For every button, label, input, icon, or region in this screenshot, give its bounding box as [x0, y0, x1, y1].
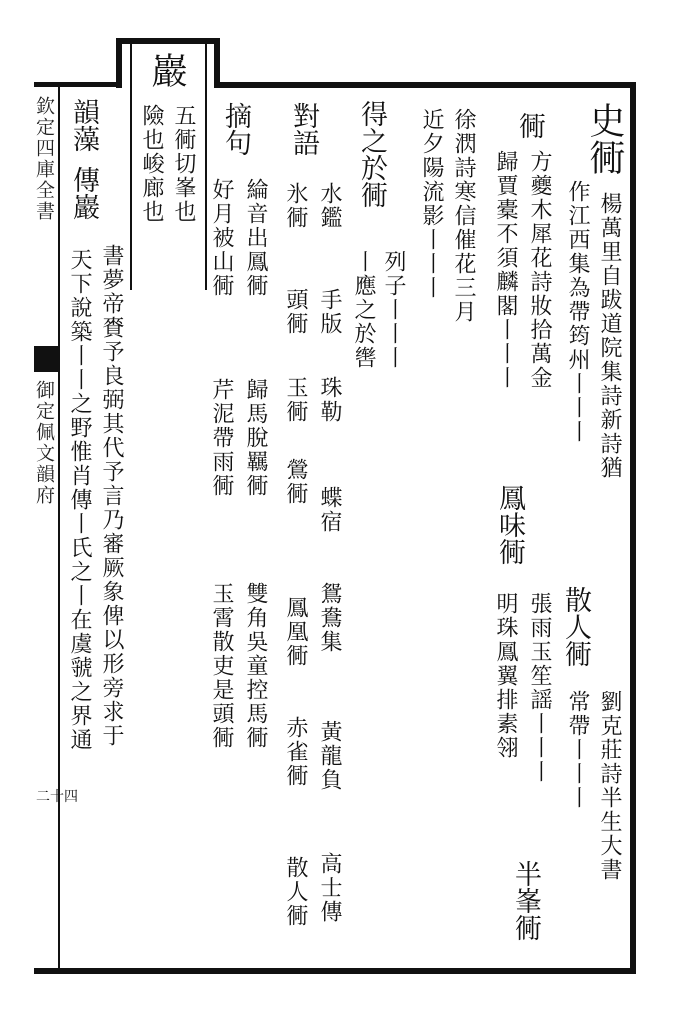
pair-text: 水鑑: [317, 182, 342, 230]
entry-text: 書夢帝賚予良弼其代予言乃審厥象俾以形旁求于: [99, 244, 124, 748]
quote-text: 雙角吳童控馬衕: [243, 582, 268, 750]
rhyme-gloss: 五衕切峯也: [171, 104, 196, 224]
quote-text-sub: 芹泥帶雨衕: [209, 378, 234, 498]
entry-text: 張雨玉笙謡丨丨丨: [527, 592, 552, 784]
entry-head-ban-feng-tong: 半峯衕: [510, 860, 541, 941]
entry-text: 列子丨丨丨: [381, 250, 406, 370]
entry-head-shi-tong: 史衕: [584, 102, 625, 176]
section-head-dui-yu: 對語: [288, 102, 319, 156]
column-divider-2: [205, 44, 207, 290]
rhyme-head-yan: 巖: [146, 52, 187, 89]
frame-bottom-border: [34, 968, 636, 974]
entry-text-sub: 歸賈橐不須麟閣丨丨丨: [493, 150, 518, 390]
entry-text-sub: 明珠鳳翼排素翎: [493, 592, 518, 760]
entry-head-feng-wei-tong: 鳳味衕: [494, 484, 525, 565]
frame-top-border-right: [214, 82, 636, 88]
pair-text-sub: 玉衕: [283, 376, 308, 424]
quote-text: 綸音出鳳衕: [243, 178, 268, 298]
frame-top-border-left: [34, 82, 120, 87]
entry-text: 楊萬里自跋道院集詩新詩猶: [597, 192, 622, 480]
section-head-yun-zao: 韻藻: [68, 98, 99, 152]
pair-text: 珠勒: [317, 376, 342, 424]
pair-text-sub: 氷衕: [283, 182, 308, 230]
folio-number: 二十四: [36, 789, 78, 805]
entry-text-sub: 近夕陽流影丨丨丨: [419, 108, 444, 300]
frame-raised-right: [214, 38, 220, 88]
margin-fishtail-mark: [34, 346, 60, 372]
margin-book-title: 御定佩文韻府: [33, 380, 55, 506]
frame-right-border: [630, 82, 636, 974]
pair-text: 鴛鴦集: [317, 582, 342, 654]
pair-text-sub: 散人衕: [283, 856, 308, 928]
pair-text-sub: 鶯衕: [283, 458, 308, 506]
pair-text: 高士傳: [317, 852, 342, 924]
entry-text-sub: 作江西集為帶筠州丨丨丨: [565, 180, 590, 444]
entry-text-sub: 常帶丨丨丨: [565, 690, 590, 810]
frame-raised-left: [116, 38, 122, 88]
pair-text: 蝶宿: [317, 486, 342, 534]
column-divider-1: [130, 44, 132, 290]
entry-head-de-zhi-yu-tong: 得之於衕: [356, 100, 387, 208]
quote-text-sub: 玉霄散吏是頭衕: [209, 582, 234, 750]
entry-head-chuan-yan: 傳巖: [68, 166, 99, 220]
quote-text: 歸馬脫羈衕: [243, 378, 268, 498]
entry-text-sub: 丨應之於辔: [351, 250, 376, 370]
pair-text: 黃龍負: [317, 720, 342, 792]
entry-head-tong: 衕: [514, 112, 545, 139]
pair-text-sub: 鳳凰衕: [283, 596, 308, 668]
entry-text: 劉克莊詩半生大書: [597, 690, 622, 882]
entry-text: 方夔木犀花詩妝拾萬金: [527, 150, 552, 390]
entry-head-san-ren-tong: 散人衕: [560, 586, 591, 667]
pair-text: 手版: [317, 288, 342, 336]
pair-text-sub: 頭衕: [283, 288, 308, 336]
section-head-zhai-ju: 摘句: [220, 102, 251, 156]
entry-text-sub: 天下說築丨丨之野惟肖傳丨氏之丨在虞虢之界通: [67, 248, 92, 752]
margin-top-label: 欽定四庫全書: [33, 96, 55, 222]
frame-margin-line: [58, 86, 60, 970]
quote-text-sub: 好月被山衕: [209, 178, 234, 298]
pair-text-sub: 赤雀衕: [283, 716, 308, 788]
rhyme-gloss-sub: 險也峻廊也: [139, 104, 164, 224]
entry-text: 徐㴸詩寒信催花三月: [451, 108, 476, 324]
